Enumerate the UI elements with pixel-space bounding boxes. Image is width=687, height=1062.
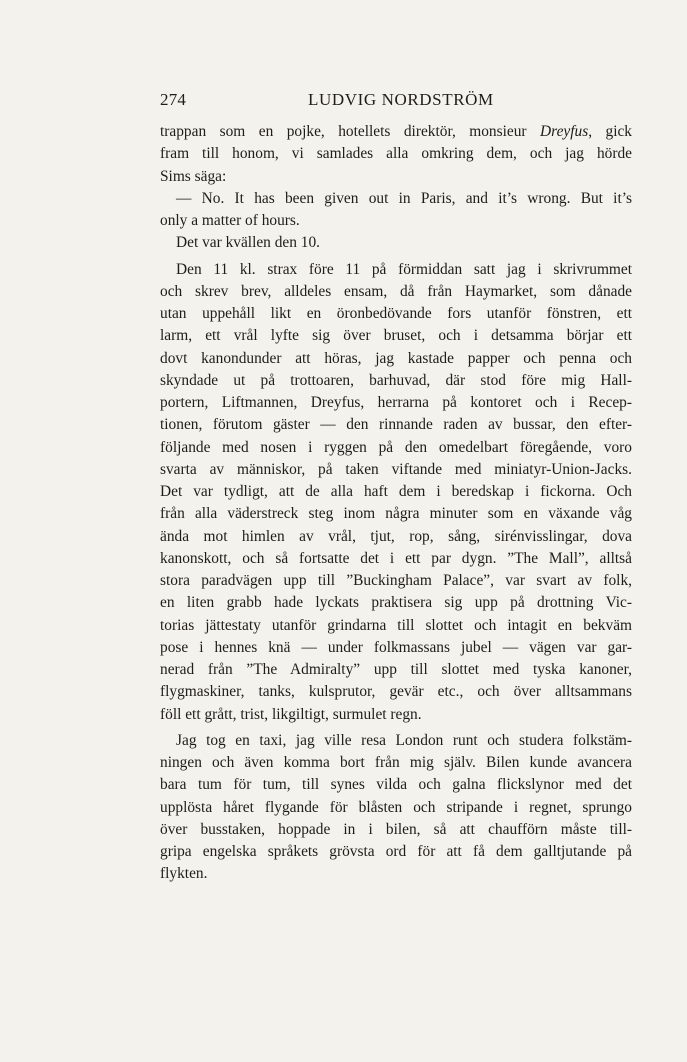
text-line: följande med nosen i ryggen på den omedelbart föregående, voro <box>160 438 632 456</box>
text-line: fram till honom, vi samlades alla omkring dem, och jag hörde <box>160 145 632 163</box>
text-line: Den 11 kl. strax före 11 på förmiddan satt jag i skrivrummet <box>176 260 632 278</box>
text-line: larm, ett vrål lyfte sig över bruset, och i detsamma börjar ett <box>160 327 632 345</box>
italic-name: Dreyfus <box>540 123 589 140</box>
text-line: Sims säga: <box>160 167 227 185</box>
text-line: utan uppehåll likt en öronbedövande fors utanför fönstren, ett <box>160 305 632 322</box>
text-line: tionen, förutom gäster — den rinnande raden av bussar, den efter- <box>160 416 632 434</box>
text-line: only a matter of hours. <box>160 212 300 229</box>
text-line: trappan som en pojke, hotellets direktör, monsieur Dreyfus, gick <box>160 123 632 140</box>
text-line: gripa engelska språkets grövsta ord för att få dem galltjutande på <box>160 843 632 860</box>
text-line: stora paradvägen upp till ”Buckingham Palace”, var svart av folk, <box>160 572 632 589</box>
text-line: svarta av människor, på taken viftande med miniatyr-Union-Jacks. <box>160 460 632 478</box>
text-line: kanonskott, och så fortsatte det i ett par dygn. ”The Mall”, alltså <box>160 549 632 567</box>
running-head: LUDVIG NORDSTRÖM <box>308 90 494 109</box>
text-line: och skrev brev, alldeles ensam, då från Haymarket, som dånade <box>160 282 632 300</box>
text-line: föll ett grått, trist, likgiltigt, surmulet regn. <box>160 705 422 723</box>
text-line: upplösta håret flygande för blåsten och stripande i regnet, sprungo <box>160 798 632 816</box>
text-line: Det var kvällen den 10. <box>176 234 321 252</box>
text-line: torias jättestaty utanför grindarna till slottet och intagit en bekväm <box>160 616 632 634</box>
text-line: — No. It has been given out in Paris, and it’s wrong. But it’s <box>176 189 632 207</box>
body-text <box>160 121 632 886</box>
text-line: bara tum för tum, till synes vilda och galna flickslynor med det <box>160 776 632 794</box>
text-line: portern, Liftmannen, Dreyfus, herrarna på kontoret och i Recep- <box>160 394 632 411</box>
text-line: över busstaken, hoppade in i bilen, så att chaufförn måste till- <box>160 820 632 838</box>
text-line: skyndade ut på trottoaren, barhuvad, där stod före mig Hall- <box>160 371 632 389</box>
text-line: Det var tydligt, att de alla haft dem i beredskap i fickorna. Och <box>160 483 632 500</box>
text-line: en liten grabb hade lyckats praktisera sig upp på drottning Vic- <box>160 594 632 612</box>
text-line: dovt kanondunder att höras, jag kastade papper och penna och <box>160 349 632 367</box>
text-line: flykten. <box>160 865 208 883</box>
text-line: pose i hennes knä — under folkmassans jubel — vägen var gar- <box>160 638 632 656</box>
page-header <box>160 89 632 111</box>
text-line: ningen och även komma bort från mig själv. Bilen kunde avancera <box>160 754 632 771</box>
text-line: nerad från ”The Admiralty” upp till slottet med tyska kanoner, <box>160 661 632 678</box>
text-line: från alla väderstreck steg inom några minuter som en växande våg <box>160 505 632 523</box>
page-number: 274 <box>160 90 187 109</box>
text-line: flygmaskiner, tanks, kulsprutor, gevär etc., och över alltsammans <box>160 683 632 701</box>
text-line: ända mot himlen av vrål, tjut, rop, sång, sirénvisslingar, dova <box>160 527 632 545</box>
text-line: Jag tog en taxi, jag ville resa London runt och studera folkstäm- <box>176 731 632 749</box>
